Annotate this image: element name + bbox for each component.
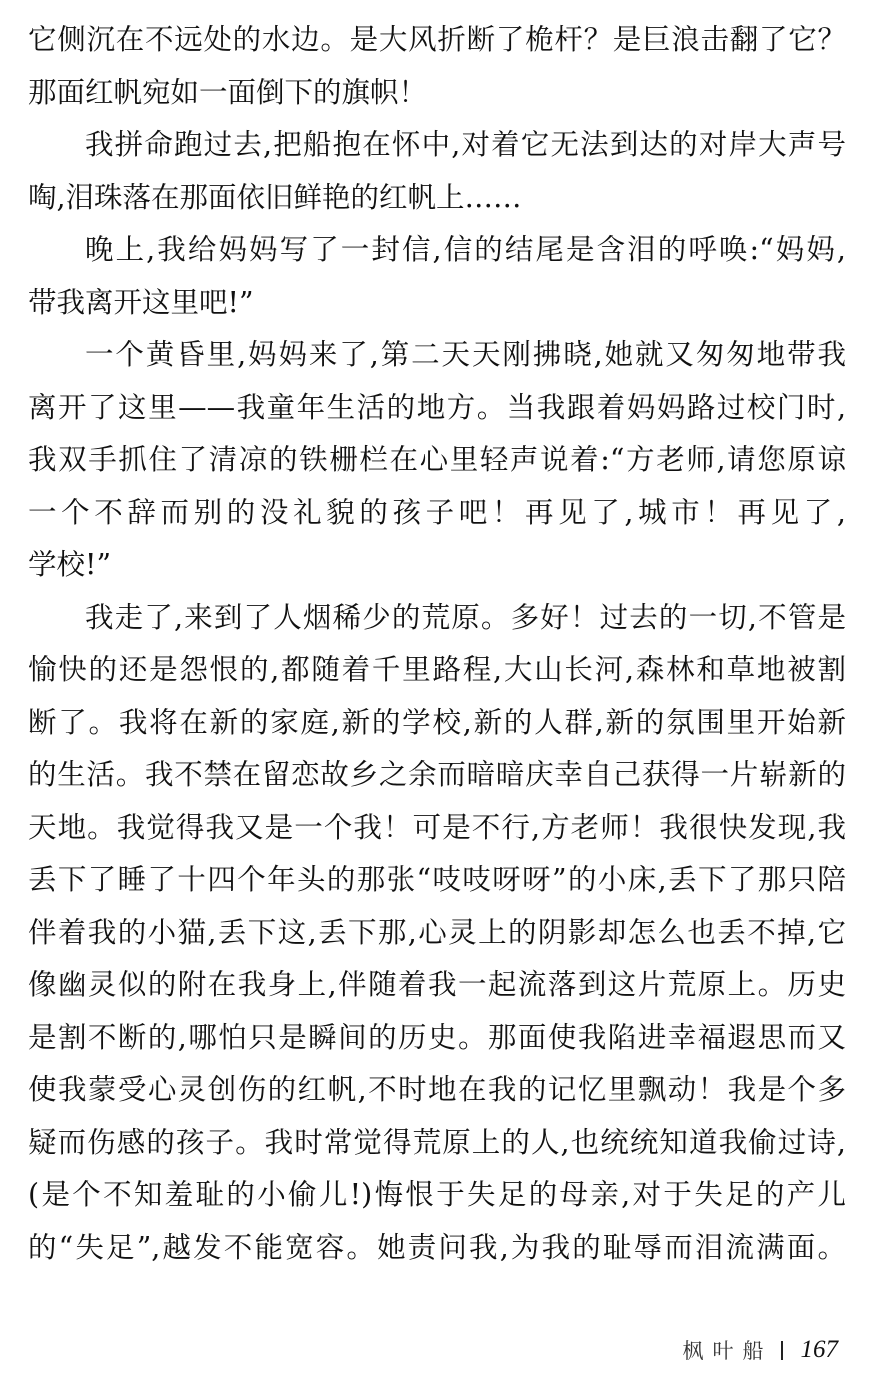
text-line: 那面红帆宛如一面倒下的旗帜！ — [28, 75, 428, 109]
page-body — [28, 14, 846, 1274]
text-line: 我拼命跑过去,把船抱在怀中,对着它无法到达的对岸大声号 — [85, 128, 846, 161]
text-line: 一个不辞而别的没礼貌的孩子吧！再见了,城市！再见了, — [28, 495, 846, 529]
text-line: 它侧沉在不远处的水边。是大风折断了桅杆？是巨浪击翻了它？ — [28, 23, 846, 56]
text-line: 断了。我将在新的家庭,新的学校,新的人群,新的氛围里开始新 — [28, 705, 846, 739]
text-line: 疑而伤感的孩子。我时常觉得荒原上的人,也统统知道我偷过诗, — [28, 1125, 846, 1159]
text-line: (是个不知羞耻的小偷儿!)悔恨于失足的母亲,对于失足的产儿 — [28, 1178, 846, 1211]
text-line: 伴着我的小猫,丢下这,丢下那,心灵上的阴影却怎么也丢不掉,它 — [28, 915, 846, 949]
running-title: 枫叶船 — [682, 1339, 773, 1363]
text-line: 的生活。我不禁在留恋故乡之余而暗暗庆幸自己获得一片崭新的 — [28, 758, 846, 791]
text-line: 愉快的还是怨恨的,都随着千里路程,大山长河,森林和草地被割 — [28, 653, 846, 686]
text-line: 啕,泪珠落在那面依旧鲜艳的红帆上…… — [28, 180, 522, 214]
text-line: 学校!” — [28, 548, 112, 581]
text-line: 带我离开这里吧!” — [28, 285, 254, 319]
text-line: 丢下了睡了十四个年头的那张“吱吱呀呀”的小床,丢下了那只陪 — [28, 863, 846, 896]
footer-divider — [781, 1341, 783, 1360]
text-line: 离开了这里——我童年生活的地方。当我跟着妈妈路过校门时, — [28, 390, 846, 424]
text-line: 使我蒙受心灵创伤的红帆,不时地在我的记忆里飘动！我是个多 — [28, 1073, 846, 1106]
page-footer — [683, 1332, 839, 1368]
text-line: 我走了,来到了人烟稀少的荒原。多好！过去的一切,不管是 — [85, 600, 846, 634]
text-line: 是割不断的,哪怕只是瞬间的历史。那面使我陷进幸福遐思而又 — [28, 1020, 846, 1054]
text-line: 一个黄昏里,妈妈来了,第二天天刚拂晓,她就又匆匆地带我 — [85, 338, 846, 371]
text-line: 晚上,我给妈妈写了一封信,信的结尾是含泪的呼唤:“妈妈, — [85, 233, 846, 266]
text-line: 我双手抓住了清凉的铁栅栏在心里轻声说着:“方老师,请您原谅 — [28, 443, 846, 476]
text-line: 的“失足”,越发不能宽容。她责问我,为我的耻辱而泪流满面。 — [28, 1230, 846, 1264]
page-number: 167 — [800, 1336, 838, 1363]
text-line: 像幽灵似的附在我身上,伴随着我一起流落到这片荒原上。历史 — [28, 968, 846, 1001]
text-line: 天地。我觉得我又是一个我！可是不行,方老师！我很快发现,我 — [28, 810, 846, 844]
